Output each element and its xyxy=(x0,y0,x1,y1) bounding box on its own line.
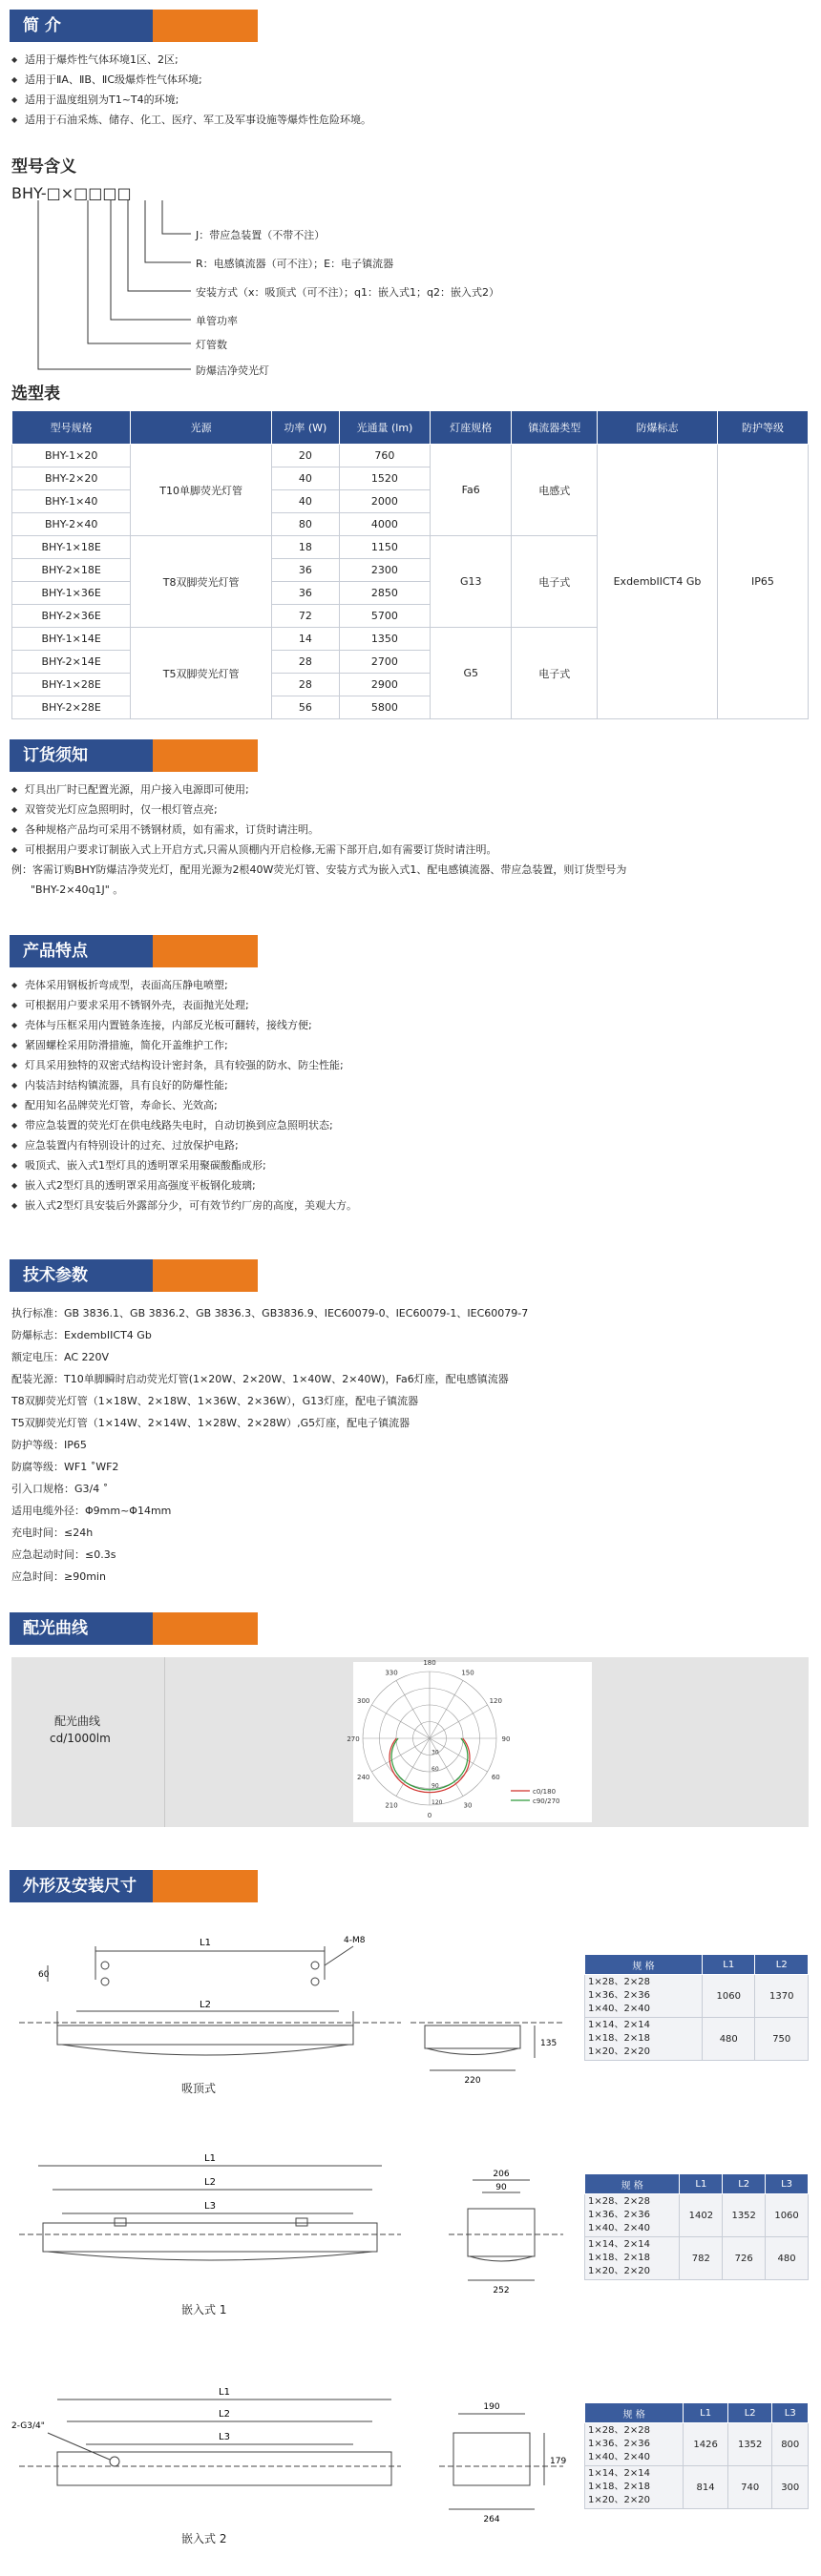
cell-model: BHY-2×14E xyxy=(12,651,131,674)
cell-source: T8双脚荧光灯管 xyxy=(131,536,272,628)
polar-angle-label: 60 xyxy=(491,1774,500,1781)
col-header: L2 xyxy=(755,1955,809,1975)
list-item: ◆ 适用于石油采炼、储存、化工、医疗、军工及军事设施等爆炸性危险环境。 xyxy=(11,110,804,130)
dim-l2: L2 xyxy=(219,2409,230,2420)
recessed1-drawing xyxy=(10,2147,582,2318)
cell-power: 28 xyxy=(271,651,339,674)
tech-item: T8双脚荧光灯管（1×18W、2×18W、1×36W、2×36W），G13灯座，配电子镇流器 xyxy=(11,1395,419,1407)
spec-cell: 1×14、2×14 1×18、2×18 1×20、2×20 xyxy=(585,2018,703,2061)
dim-l1: L1 xyxy=(219,2387,230,2398)
polar-angle-label: 210 xyxy=(385,1801,398,1810)
table-row xyxy=(585,2423,809,2466)
dims-table-recessed2 xyxy=(584,2402,809,2509)
col-header: L3 xyxy=(766,2174,809,2194)
cell-model: BHY-1×20 xyxy=(12,445,131,467)
list-item: ◆ 带应急装置的荧光灯在供电线路失电时，自动切换到应急照明状态; xyxy=(11,1115,804,1135)
value-cell: 1060 xyxy=(703,1975,755,2018)
cell-base: Fa6 xyxy=(431,445,512,536)
table-header-row xyxy=(12,411,809,445)
col-header: 规 格 xyxy=(585,2403,684,2423)
cell-flux: 5800 xyxy=(339,696,430,719)
cell-model: BHY-2×18E xyxy=(12,559,131,582)
value-cell: 814 xyxy=(684,2466,728,2509)
table-row xyxy=(585,2018,809,2061)
cell-source: T5双脚荧光灯管 xyxy=(131,628,272,719)
section-title: 订货须知 xyxy=(10,739,153,772)
dim-220: 220 xyxy=(464,2076,481,2086)
table-row xyxy=(12,445,809,467)
spec-cell: 1×14、2×14 1×18、2×18 1×20、2×20 xyxy=(585,2466,684,2509)
dim-l1: L1 xyxy=(204,2153,216,2164)
list-item: ◆ 双管荧光灯应急照明时，仅一根灯管点亮; xyxy=(11,800,804,820)
caption-recessed1: 嵌入式 1 xyxy=(181,2303,227,2316)
table-row xyxy=(585,1975,809,2018)
cell-flux: 4000 xyxy=(339,513,430,536)
cell-model: BHY-2×36E xyxy=(12,605,131,628)
section-header-tech xyxy=(10,1259,248,1292)
polar-ring-label: 60 xyxy=(432,1766,439,1773)
polar-ring-label: 30 xyxy=(432,1749,439,1756)
value-cell: 1426 xyxy=(684,2423,728,2466)
polar-angle-label: 180 xyxy=(423,1659,436,1667)
cell-power: 80 xyxy=(271,513,339,536)
cell-power: 40 xyxy=(271,467,339,490)
recessed2-drawing xyxy=(10,2376,582,2547)
dim-60: 60 xyxy=(38,1970,50,1980)
value-cell: 740 xyxy=(727,2466,772,2509)
cell-flux: 2700 xyxy=(339,651,430,674)
list-item: ◆ 适用于爆炸性气体环境1区、2区; xyxy=(11,50,804,70)
polar-angle-label: 270 xyxy=(347,1735,360,1743)
polar-ring-label: 120 xyxy=(432,1799,443,1806)
polar-angle-label: 330 xyxy=(385,1669,398,1677)
cell-flux: 760 xyxy=(339,445,430,467)
header-accent xyxy=(153,1612,258,1645)
list-item: ◆ 灯具出厂时已配置光源，用户接入电源即可使用; xyxy=(11,779,804,800)
col-header: 镇流器类型 xyxy=(512,411,598,445)
tech-item: 应急时间：≥90min xyxy=(11,1570,106,1583)
polar-chart xyxy=(315,1657,640,1827)
features-list xyxy=(11,975,804,1215)
order-example: 例：客需订购BHY防爆洁净荧光灯，配用光源为2根40W荧光灯管、安装方式为嵌入式1、配电感镇流器、带应急装置，则订货型号为 xyxy=(11,863,627,876)
cell-ballast: 电子式 xyxy=(512,628,598,719)
list-item: ◆ 嵌入式2型灯具的透明罩采用高强度平板钢化玻璃; xyxy=(11,1175,804,1195)
header-accent xyxy=(153,10,258,42)
legend-c0: c0/180 xyxy=(533,1788,557,1796)
list-item: ◆ 吸顶式、嵌入式1型灯具的透明罩采用聚碳酸酯成形; xyxy=(11,1155,804,1175)
tech-item: 额定电压：AC 220V xyxy=(11,1351,110,1363)
caption-ceiling: 吸顶式 xyxy=(181,2082,217,2095)
caption-recessed2: 嵌入式 2 xyxy=(181,2532,227,2545)
col-header: 灯座规格 xyxy=(431,411,512,445)
spec-cell: 1×28、2×28 1×36、2×36 1×40、2×40 xyxy=(585,1975,703,2018)
col-header: L1 xyxy=(680,2174,723,2194)
polar-angle-label: 0 xyxy=(427,1812,432,1819)
polar-angle-label: 150 xyxy=(461,1669,474,1677)
section-header-dims xyxy=(10,1870,248,1902)
col-header: 光源 xyxy=(131,411,272,445)
value-cell: 480 xyxy=(703,2018,755,2061)
cell-power: 18 xyxy=(271,536,339,559)
list-item: ◆ 适用于温度组别为T1~T4的环境; xyxy=(11,90,804,110)
header-accent xyxy=(153,935,258,967)
list-item: ◆ 各种规格产品均可采用不锈钢材质，如有需求，订货时请注明。 xyxy=(11,820,804,840)
cell-model: BHY-2×28E xyxy=(12,696,131,719)
model-item-j: J：带应急装置（不带不注） xyxy=(196,229,326,241)
dim-179: 179 xyxy=(550,2457,567,2466)
legend-c90: c90/270 xyxy=(533,1797,560,1805)
tech-list xyxy=(11,1302,813,1588)
cell-base: G13 xyxy=(431,536,512,628)
col-header: L1 xyxy=(684,2403,728,2423)
section-title: 产品特点 xyxy=(10,935,153,967)
model-meaning-title: 型号含义 xyxy=(11,157,76,177)
list-item: ◆ 壳体采用钢板折弯成型，表面高压静电喷塑; xyxy=(11,975,804,995)
col-header: 防护等级 xyxy=(717,411,808,445)
value-cell: 782 xyxy=(680,2237,723,2280)
value-cell: 1060 xyxy=(766,2194,809,2237)
cell-model: BHY-2×40 xyxy=(12,513,131,536)
col-header: L2 xyxy=(727,2403,772,2423)
cell-flux: 1150 xyxy=(339,536,430,559)
section-header-intro xyxy=(10,10,248,42)
tech-item: 防腐等级：WF1 ˚WF2 xyxy=(11,1461,119,1473)
tech-item: 配装光源：T10单脚瞬时启动荧光灯管(1×20W、2×20W、1×40W、2×40W)，Fa6灯座，配电感镇流器 xyxy=(11,1373,509,1385)
model-item-type: 防爆洁净荧光灯 xyxy=(196,364,269,377)
list-item: ◆ 应急装置内有特别设计的过充、过放保护电路; xyxy=(11,1135,804,1155)
cell-model: BHY-1×14E xyxy=(12,628,131,651)
dim-190: 190 xyxy=(483,2402,500,2412)
dim-l2: L2 xyxy=(204,2177,216,2188)
cell-model: BHY-1×36E xyxy=(12,582,131,605)
col-header: L3 xyxy=(772,2403,809,2423)
dim-264: 264 xyxy=(483,2515,500,2524)
cell-flux: 2850 xyxy=(339,582,430,605)
tech-item: 防爆标志：ExdembIICT4 Gb xyxy=(11,1329,152,1341)
spec-cell: 1×14、2×14 1×18、2×18 1×20、2×20 xyxy=(585,2237,680,2280)
tech-item: 防护等级：IP65 xyxy=(11,1439,87,1451)
cell-ballast: 电子式 xyxy=(512,536,598,628)
col-header: 防爆标志 xyxy=(598,411,718,445)
model-code: BHY-□×□□□□ xyxy=(11,184,132,202)
cell-ballast: 电感式 xyxy=(512,445,598,536)
model-item-power: 单管功率 xyxy=(196,315,238,327)
cell-power: 36 xyxy=(271,582,339,605)
tech-item: 适用电缆外径：Φ9mm~Φ14mm xyxy=(11,1505,172,1517)
light-curve-label-box xyxy=(11,1657,165,1827)
polar-angle-label: 90 xyxy=(501,1735,511,1743)
value-cell: 480 xyxy=(766,2237,809,2280)
section-title: 简 介 xyxy=(10,10,153,42)
dims-table-ceiling xyxy=(584,1954,809,2061)
cell-model: BHY-1×18E xyxy=(12,536,131,559)
selection-table xyxy=(11,410,809,719)
section-title: 技术参数 xyxy=(10,1259,153,1292)
section-header-features xyxy=(10,935,248,967)
list-item: ◆ 紧固螺栓采用防滑措施，简化开盖维护工作; xyxy=(11,1035,804,1055)
col-header: 型号规格 xyxy=(12,411,131,445)
list-item: ◆ 配用知名品牌荧光灯管，寿命长、光效高; xyxy=(11,1095,804,1115)
list-item: ◆ 壳体与压框采用内置链条连接，内部反光板可翻转，接线方便; xyxy=(11,1015,804,1035)
cell-power: 36 xyxy=(271,559,339,582)
model-item-install: 安装方式（x：吸顶式（可不注）；q1：嵌入式1；q2：嵌入式2） xyxy=(196,286,499,299)
selection-title: 选型表 xyxy=(11,384,60,404)
header-accent xyxy=(153,739,258,772)
tech-item: 引入口规格：G3/4 ˚ xyxy=(11,1483,109,1495)
col-header: 规 格 xyxy=(585,2174,680,2194)
cell-power: 14 xyxy=(271,628,339,651)
cell-power: 56 xyxy=(271,696,339,719)
header-accent xyxy=(153,1870,258,1902)
col-header: L2 xyxy=(723,2174,766,2194)
dim-m8: 4-M8 xyxy=(344,1936,366,1945)
cell-model: BHY-1×40 xyxy=(12,490,131,513)
cell-model: BHY-2×20 xyxy=(12,467,131,490)
col-header: L1 xyxy=(703,1955,755,1975)
polar-ring-label: 90 xyxy=(432,1782,439,1790)
dim-252: 252 xyxy=(493,2286,510,2296)
list-item: ◆ 灯具采用独特的双密式结构设计密封条，具有较强的防水、防尘性能; xyxy=(11,1055,804,1075)
table-row xyxy=(585,2466,809,2509)
tech-item: T5双脚荧光灯管（1×14W、2×14W、1×28W、2×28W）,G5灯座，配电子镇流器 xyxy=(11,1417,410,1429)
section-title: 外形及安装尺寸 xyxy=(10,1870,153,1902)
spec-cell: 1×28、2×28 1×36、2×36 1×40、2×40 xyxy=(585,2194,680,2237)
cell-power: 72 xyxy=(271,605,339,628)
section-header-order xyxy=(10,739,248,772)
cell-flux: 2900 xyxy=(339,674,430,696)
value-cell: 1370 xyxy=(755,1975,809,2018)
ceiling-mount-drawing xyxy=(10,1927,582,2128)
value-cell: 300 xyxy=(772,2466,809,2509)
spec-cell: 1×28、2×28 1×36、2×36 1×40、2×40 xyxy=(585,2423,684,2466)
list-item: ◆ 适用于ⅡA、ⅡB、ⅡC级爆炸性气体环境; xyxy=(11,70,804,90)
tech-item: 执行标准：GB 3836.1、GB 3836.2、GB 3836.3、GB3836.9、IEC60079-0、IEC60079-1、IEC60079-7 xyxy=(11,1307,529,1319)
model-diagram xyxy=(0,191,592,372)
dim-g34: 2-G3/4" xyxy=(11,2421,45,2431)
col-header: 功率 (W) xyxy=(271,411,339,445)
value-cell: 726 xyxy=(723,2237,766,2280)
section-title: 配光曲线 xyxy=(10,1612,153,1645)
tech-item: 充电时间：≤24h xyxy=(11,1527,94,1539)
light-curve-unit: cd/1000lm xyxy=(50,1732,111,1745)
value-cell: 1352 xyxy=(723,2194,766,2237)
cell-power: 20 xyxy=(271,445,339,467)
intro-list xyxy=(11,50,804,130)
order-list xyxy=(11,779,804,860)
dim-135: 135 xyxy=(540,2039,558,2048)
section-header-light xyxy=(10,1612,248,1645)
cell-power: 28 xyxy=(271,674,339,696)
cell-flux: 2000 xyxy=(339,490,430,513)
dim-90: 90 xyxy=(495,2183,507,2192)
col-header: 光通量 (lm) xyxy=(339,411,430,445)
polar-angle-label: 300 xyxy=(357,1697,370,1705)
cell-base: G5 xyxy=(431,628,512,719)
dim-206: 206 xyxy=(493,2170,510,2179)
value-cell: 1352 xyxy=(727,2423,772,2466)
cell-flux: 2300 xyxy=(339,559,430,582)
value-cell: 800 xyxy=(772,2423,809,2466)
value-cell: 1402 xyxy=(680,2194,723,2237)
polar-angle-label: 120 xyxy=(489,1697,502,1705)
cell-model: BHY-1×28E xyxy=(12,674,131,696)
model-item-tubes: 灯管数 xyxy=(196,339,227,351)
light-curve-label: 配光曲线 xyxy=(54,1714,101,1728)
list-item: ◆ 内装洁封结构镇流器，具有良好的防爆性能; xyxy=(11,1075,804,1095)
order-example-model: "BHY-2×40q1J" 。 xyxy=(31,883,124,896)
dim-l1: L1 xyxy=(200,1938,211,1948)
dims-table-recessed1 xyxy=(584,2173,809,2280)
dim-l3: L3 xyxy=(219,2432,230,2442)
list-item: ◆ 可根据用户要求采用不锈钢外壳，表面抛光处理; xyxy=(11,995,804,1015)
dim-l3: L3 xyxy=(204,2201,216,2212)
header-accent xyxy=(153,1259,258,1292)
table-row xyxy=(585,2194,809,2237)
cell-ex-mark: ExdembIICT4 Gb xyxy=(598,445,718,719)
cell-flux: 1520 xyxy=(339,467,430,490)
table-row xyxy=(585,2237,809,2280)
cell-power: 40 xyxy=(271,490,339,513)
col-header: 规 格 xyxy=(585,1955,703,1975)
polar-angle-label: 30 xyxy=(463,1801,473,1810)
cell-source: T10单脚荧光灯管 xyxy=(131,445,272,536)
cell-flux: 5700 xyxy=(339,605,430,628)
list-item: ◆ 可根据用户要求订制嵌入式上开启方式,只需从顶棚内开启检修,无需下部开启,如有需要订货时请注明。 xyxy=(11,840,804,860)
list-item: ◆ 嵌入式2型灯具安装后外露部分少，可有效节约厂房的高度，美观大方。 xyxy=(11,1195,804,1215)
tech-item: 应急起动时间：≤0.3s xyxy=(11,1548,116,1561)
model-item-ballast: R：电感镇流器（可不注）；E：电子镇流器 xyxy=(196,258,394,270)
cell-flux: 1350 xyxy=(339,628,430,651)
dim-l2: L2 xyxy=(200,2000,211,2010)
value-cell: 750 xyxy=(755,2018,809,2061)
polar-angle-label: 240 xyxy=(357,1774,370,1781)
cell-ip: IP65 xyxy=(717,445,808,719)
